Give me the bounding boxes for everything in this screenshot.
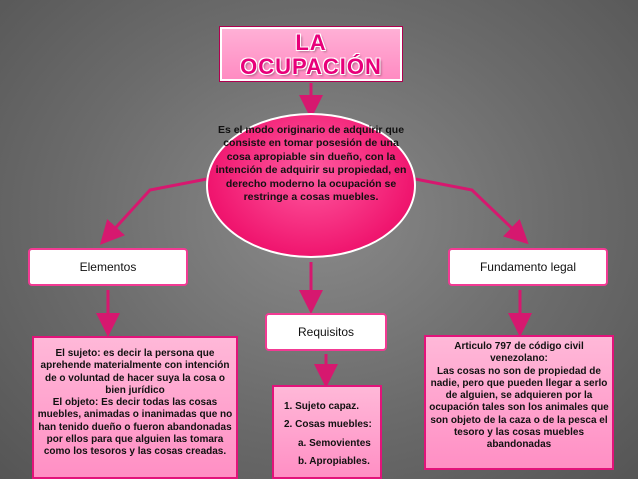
requisitos-item-4: b. Apropiables. xyxy=(298,455,370,467)
elementos-text: El sujeto: es decir la persona que aprehende materialmente con intención de o voluntad de hacer suya la cosa o bien jurídico El objeto: Es decir todas las cosas muebles, animadas o inanimadas que no han tenido dueño o fueron abandonadas por ellos para que alguien las tomara como los tesoros y las cosas creadas. xyxy=(37,348,233,458)
requisitos-item-1: 1. Sujeto capaz. xyxy=(284,401,360,412)
fundamento-text: Articulo 797 de código civil venezolano: Las cosas no son de propiedad de nadie, pero que pueden llegar a serlo de alguien, se adquieren por la ocupación tales son los animales que son objeto de la caza o de la pesca el tesoro y las cosas muebles abandonadas xyxy=(429,341,609,451)
requisitos-detail xyxy=(272,385,382,479)
elementos-label: Elementos xyxy=(28,248,188,286)
requisitos-item-2: 2. Cosas muebles: xyxy=(284,419,372,431)
title-box xyxy=(220,27,402,81)
fundamento-detail xyxy=(424,335,614,470)
arrow-definition-to-fundamento xyxy=(410,178,520,236)
arrow-definition-to-elementos xyxy=(108,178,212,236)
elementos-detail xyxy=(32,336,238,479)
title-text: LA OCUPACIÓN xyxy=(240,30,382,79)
definition-text: Es el modo originario de adquirir que consiste en tomar posesión de una cosa apropiable sin dueño, con la intención de adquirir su propiedad, en derecho moderno la ocupación se restringe a cosas muebles. xyxy=(215,124,407,204)
requisitos-item-3: a. Semovientes xyxy=(298,437,371,449)
requisitos-label: Requisitos xyxy=(265,313,387,351)
fundamento-label: Fundamento legal xyxy=(448,248,608,286)
